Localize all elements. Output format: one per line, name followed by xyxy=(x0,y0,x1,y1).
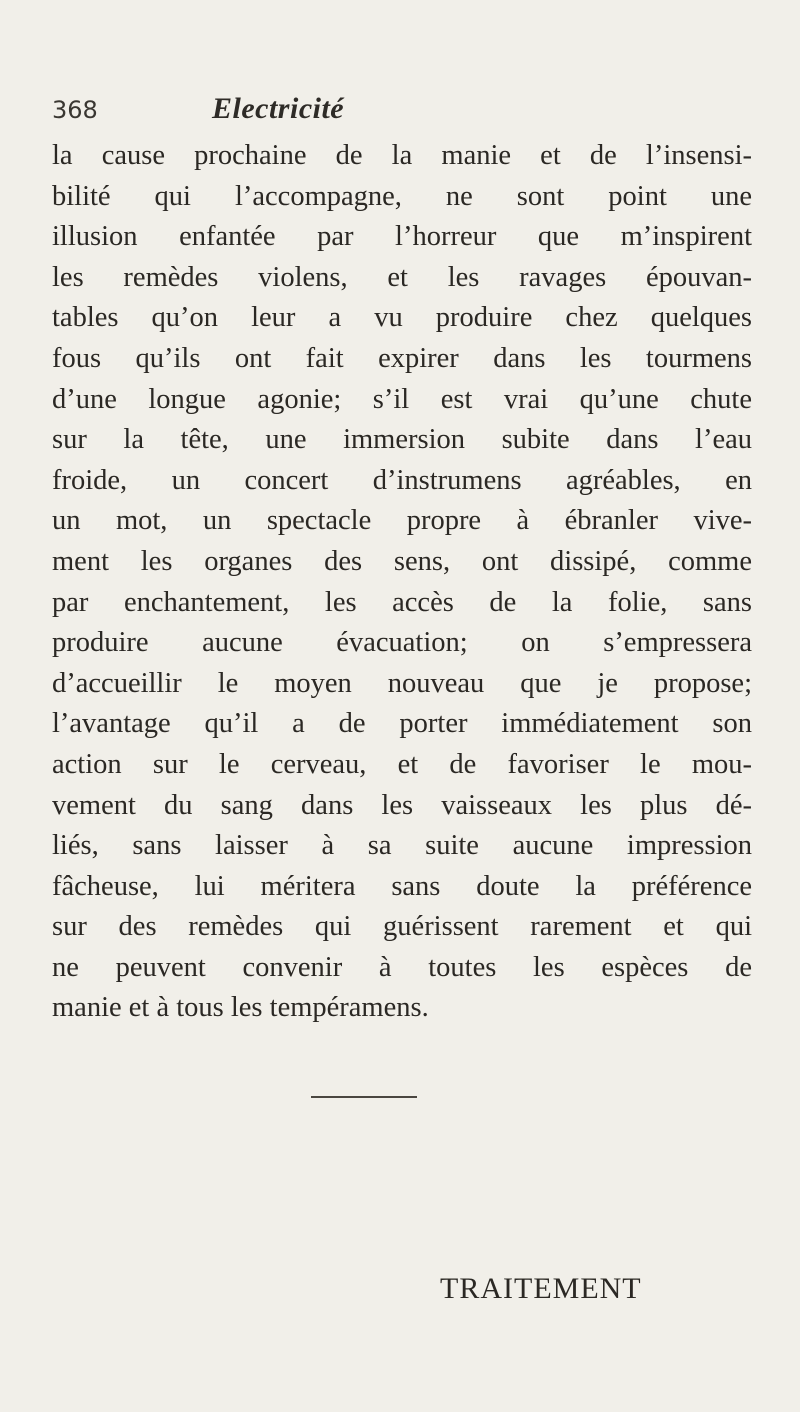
text-line: froide, un concert d’instrumens agréables, en xyxy=(52,464,752,496)
section-divider xyxy=(311,1096,417,1098)
text-line: tables qu’on leur a vu produire chez quelques xyxy=(52,302,752,334)
text-line: d’accueillir le moyen nouveau que je propose; xyxy=(52,667,752,699)
text-line: ne peuvent convenir à toutes les espèces de xyxy=(52,951,752,983)
text-line: bilité qui l’accompagne, ne sont point une xyxy=(52,180,752,212)
body-paragraph xyxy=(52,136,752,1029)
text-line: illusion enfantée par l’horreur que m’inspirent xyxy=(52,221,752,253)
text-line: sur la tête, une immersion subite dans l’eau xyxy=(52,424,752,456)
text-line: les remèdes violens, et les ravages épouvan- xyxy=(52,261,752,293)
text-line: par enchantement, les accès de la folie, sans xyxy=(52,586,752,618)
text-line: fâcheuse, lui méritera sans doute la préférence xyxy=(52,870,752,902)
text-line: la cause prochaine de la manie et de l’insensi- xyxy=(52,140,752,171)
text-line: produire aucune évacuation; on s’empressera xyxy=(52,627,752,659)
section-heading: TRAITEMENT xyxy=(440,1272,642,1305)
text-line: liés, sans laisser à sa suite aucune impression xyxy=(52,830,752,862)
text-line: ment les organes des sens, ont dissipé, comme xyxy=(52,545,752,577)
page-header xyxy=(52,92,752,136)
text-line: action sur le cerveau, et de favoriser le mou- xyxy=(52,748,752,780)
text-line: d’une longue agonie; s’il est vrai qu’une chute xyxy=(52,383,752,415)
page-number: 368 xyxy=(52,96,98,124)
text-line: un mot, un spectacle propre à ébranler vive- xyxy=(52,505,752,537)
text-line: vement du sang dans les vaisseaux les plus dé- xyxy=(52,789,752,821)
text-line: fous qu’ils ont fait expirer dans les tourmens xyxy=(52,342,752,374)
text-line: manie et à tous les tempéramens. xyxy=(52,992,429,1024)
running-title: Electricité xyxy=(212,92,345,125)
text-line: l’avantage qu’il a de porter immédiatement son xyxy=(52,708,752,740)
text-line: sur des remèdes qui guérissent rarement et qui xyxy=(52,911,752,943)
